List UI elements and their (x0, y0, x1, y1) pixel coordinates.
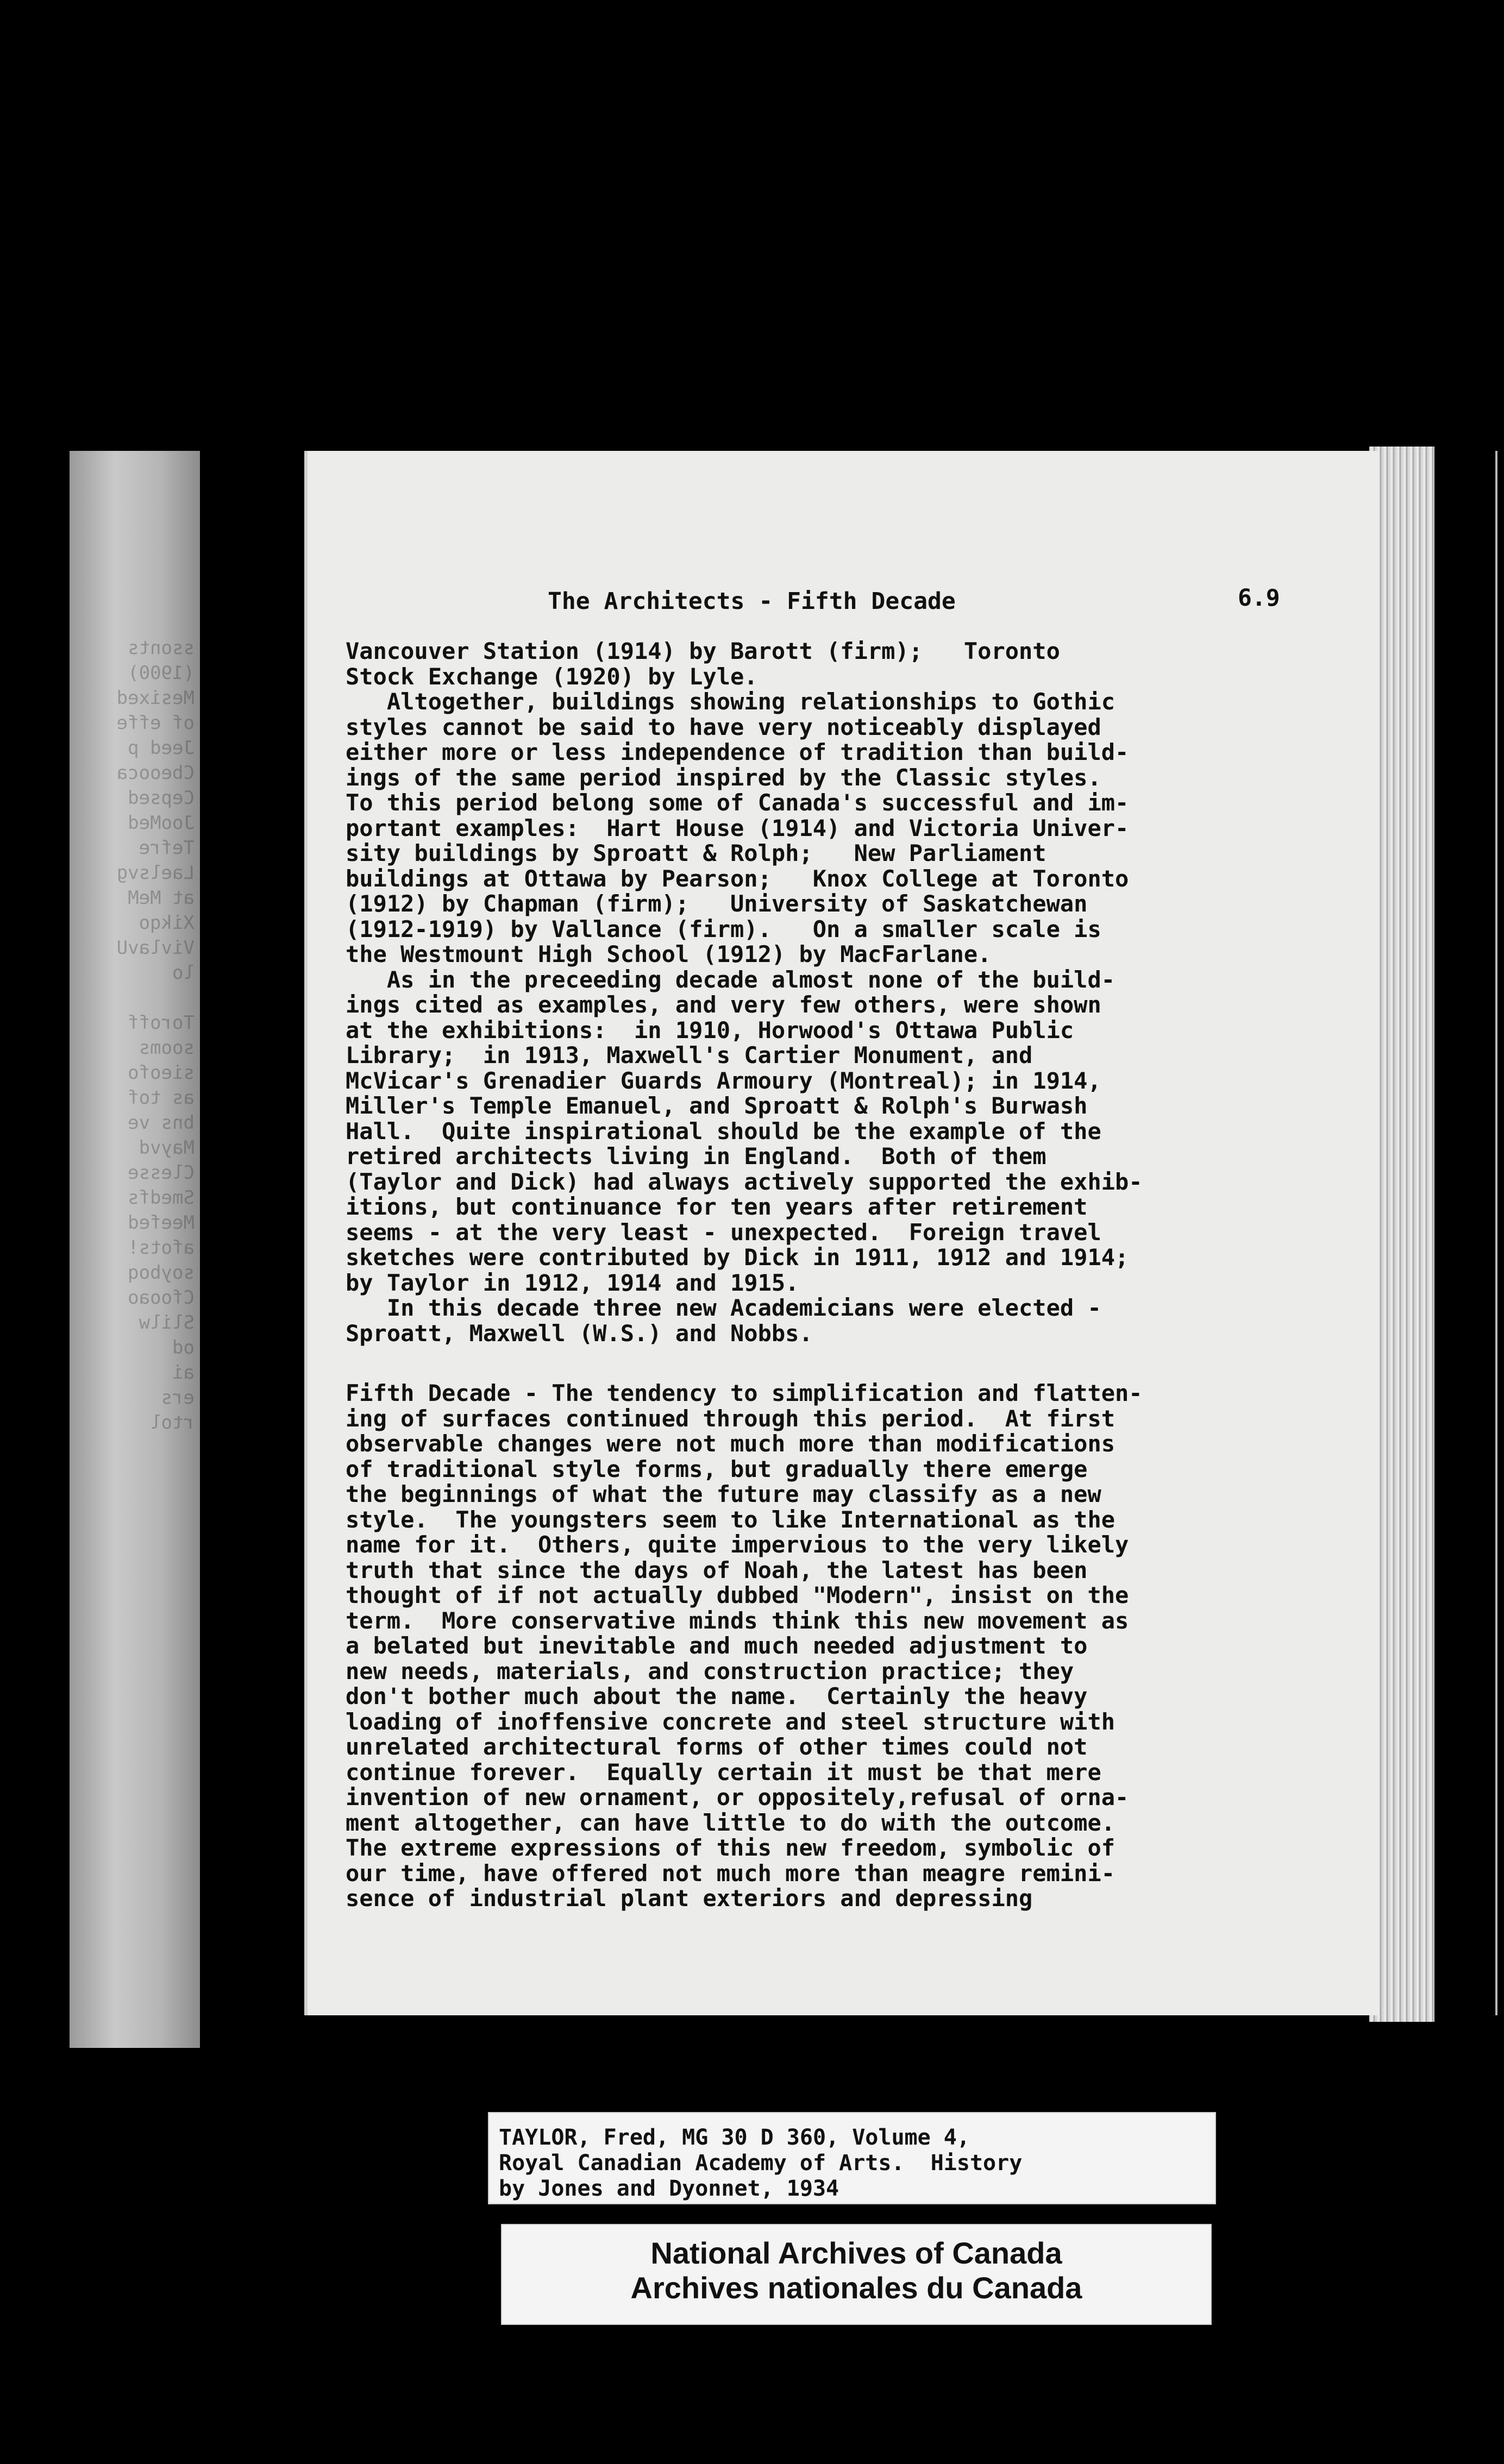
archive-name-english: National Archives of Canada (650, 2236, 1062, 2270)
page-number: 6.9 (1238, 584, 1280, 612)
body-text-part-2: Fifth Decade - The tendency to simplification and flatten- ing of surfaces continued through this period. At first observable changes were not much more than modifications of traditional style forms, but gradually there emerge the beginnings of what the future may classify as a new style. The youngsters seem to like International as the name for it. Others, quite impervious to the very likely truth that since the days of Noah, the latest has been thought of if not actually dubbed "Modern", insist on the term. More conservative minds think this new movement as a belated but inevitable and much needed adjustment to new needs, materials, and construction practice; they don't bother much about the name. Certainly the heavy loading of inoffensive concrete and steel structure with unrelated architectural forms of other times could not continue forever. Equally certain it must be that mere invention of new ornament, or oppositely,refusal of orna- ment altogether, can have little to do with the outcome. The extreme expressions of this new freedom, symbolic of our time, have offered not much more than meagre remini- sence of industrial plant exteriors and depressing (346, 1380, 1143, 1912)
margin-rule (1495, 451, 1497, 2015)
previous-page-edge (70, 451, 200, 2048)
page-header-title: The Architects - Fifth Decade (548, 588, 956, 615)
citation-text: TAYLOR, Fred, MG 30 D 360, Volume 4, Royal Canadian Academy of Arts. History by Jones and Dyonnet, 1934 (499, 2125, 1023, 2201)
archive-name-french: Archives nationales du Canada (630, 2271, 1082, 2305)
archive-stamp (501, 2224, 1212, 2325)
document-page (304, 451, 1378, 2015)
citation-label (488, 2112, 1216, 2204)
body-text-part-1: Vancouver Station (1914) by Barott (firm); Toronto Stock Exchange (1920) by Lyle. Altogether, buildings showing relationships to Gothic styles cannot be said to have very noticeably displayed either more or less independence of tradition than build- ings of the same period inspired by the Classic styles. To this period belong some of Canada's successful and im- portant examples: Hart House (1914) and Victoria Univer- sity buildings by Sproatt & Rolph; New Parliament buildings at Ottawa by Pearson; Knox College at Toronto (1912) by Chapman (firm); University of Saskatchewan (1912-1919) by Vallance (firm). On a smaller scale is the Westmount High School (1912) by MacFarlane. As in the preceeding decade almost none of the build- ings cited as examples, and very few others, were shown at the exhibitions: in 1910, Horwood's Ottawa Public Library; in 1913, Maxwell's Cartier Monument, and McVicar's Grenadier Guards Armoury (Montreal); in 1914, Miller's Temple Emanuel, and Sproatt & Rolph's Burwash Hall. Quite inspirational should be the example of the retired architects living in England. Both of them (Taylor and Dick) had always actively supported the exhib- itions, but continuance for ten years after retirement seems - at the very least - unexpected. Foreign travel sketches were contributed by Dick in 1911, 1912 and 1914; by Taylor in 1912, 1914 and 1915. In this decade three new Academicians were elected - Sproatt, Maxwell (W.S.) and Nobbs. (346, 638, 1143, 1347)
page-stack-edge (1369, 447, 1434, 2022)
bleed-through-texture: ssonts (1900) Mesixed of effe Jeed p Cbeooca Cepsed JooMed Tefre Laelsvg at MeM Xikqo VivlavU lo Toroff sooms sieofo as tof bns ve Mayvd Clesse Smedfs Meefed afots! soyboq Cfooao Slilw od ai ers rtol (116, 637, 195, 1434)
